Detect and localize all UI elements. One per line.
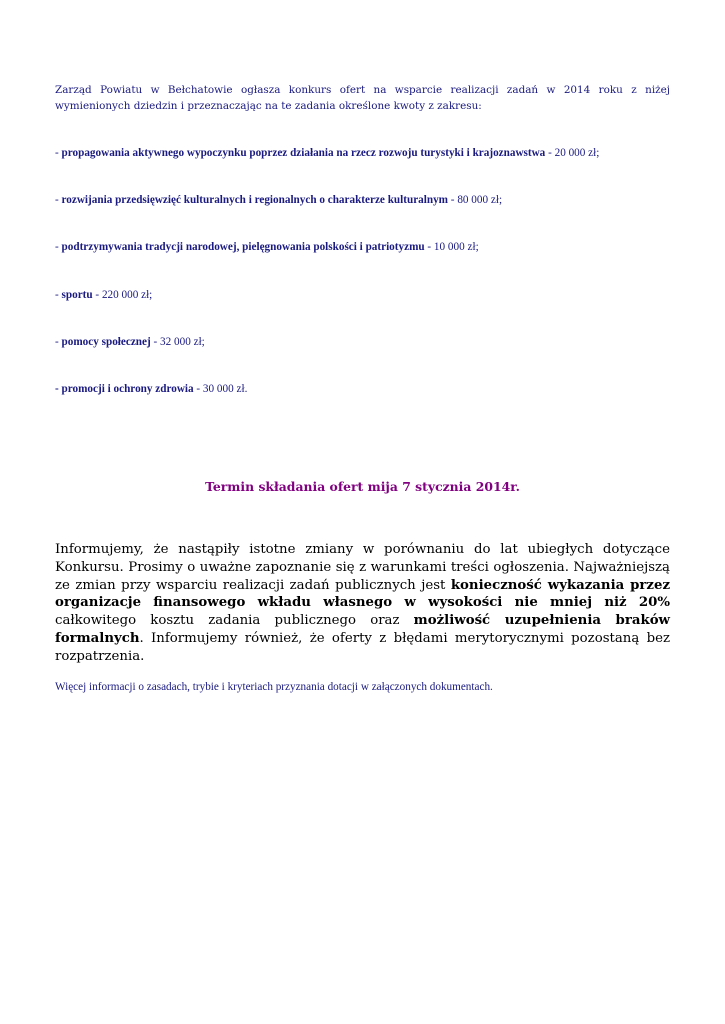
list-item-label: propagowania aktywnego wypoczynku poprzez działania na rzecz rozwoju turystyki i krajoznawstwa — [61, 147, 546, 159]
deadline-heading: Termin składania ofert mija 7 stycznia 2014r. — [205, 479, 520, 494]
list-item-prefix: - — [55, 289, 62, 301]
list-item-prefix: - — [55, 336, 62, 348]
list-item — [55, 146, 670, 160]
list-item-label: promocji i ochrony zdrowia — [61, 383, 194, 395]
info-text-2: całkowitego kosztu zadania publicznego oraz — [55, 613, 414, 629]
list-item-prefix: - — [55, 241, 62, 253]
list-item — [55, 193, 670, 207]
list-item-label: sportu — [61, 289, 93, 301]
list-item-amount: - 10 000 zł; — [424, 241, 479, 253]
list-item — [55, 335, 670, 349]
list-item-amount: - 20 000 zł; — [545, 147, 600, 159]
list-item-prefix: - — [55, 147, 62, 159]
list-item-amount: - 220 000 zł; — [92, 289, 153, 301]
info-paragraph — [55, 541, 670, 666]
list-item-prefix: - — [55, 383, 62, 395]
list-item-amount: - 80 000 zł; — [448, 194, 503, 206]
list-item-amount: - 32 000 zł; — [150, 336, 205, 348]
list-item — [55, 382, 670, 396]
list-item-label: pomocy społecznej — [61, 336, 151, 348]
list-item-label: rozwijania przedsięwzięć kulturalnych i regionalnych o charakterze kulturalnym — [61, 194, 448, 206]
info-bold-2: możliwość uzupełnienia braków formalnych — [55, 613, 671, 646]
list-item-amount: - 30 000 zł. — [193, 383, 248, 395]
list-item — [55, 288, 670, 302]
info-text-3: . Informujemy również, że oferty z błędami merytorycznymi pozostaną bez rozpatrzenia. — [55, 630, 670, 664]
intro-paragraph: Zarząd Powiatu w Bełchatowie ogłasza konkurs ofert na wsparcie realizacji zadań w 2014 roku z niżej wymienionych dziedzin i przeznaczając na te zadania określone kwoty z zakresu: — [55, 84, 670, 112]
info-bold-1: konieczność wykazania przez organizacje finansowego wkładu własnego w wysokości nie mniej niż 20% — [55, 577, 670, 611]
more-info-note: Więcej informacji o zasadach, trybie i kryteriach przyznania dotacji w załączonych dokumentach. — [55, 681, 493, 693]
list-item-label: podtrzymywania tradycji narodowej, pielęgnowania polskości i patriotyzmu — [61, 241, 425, 253]
list-item — [55, 240, 670, 254]
info-text-1: Informujemy, że nastąpiły istotne zmiany w porównaniu do lat ubiegłych dotyczące Konkursu. Prosimy o uważne zapoznanie się z warunkami treści ogłoszenia. Najważniejszą ze zmian przy wsparciu realizacji zadań publicznych jest — [55, 542, 670, 593]
list-item-prefix: - — [55, 194, 62, 206]
